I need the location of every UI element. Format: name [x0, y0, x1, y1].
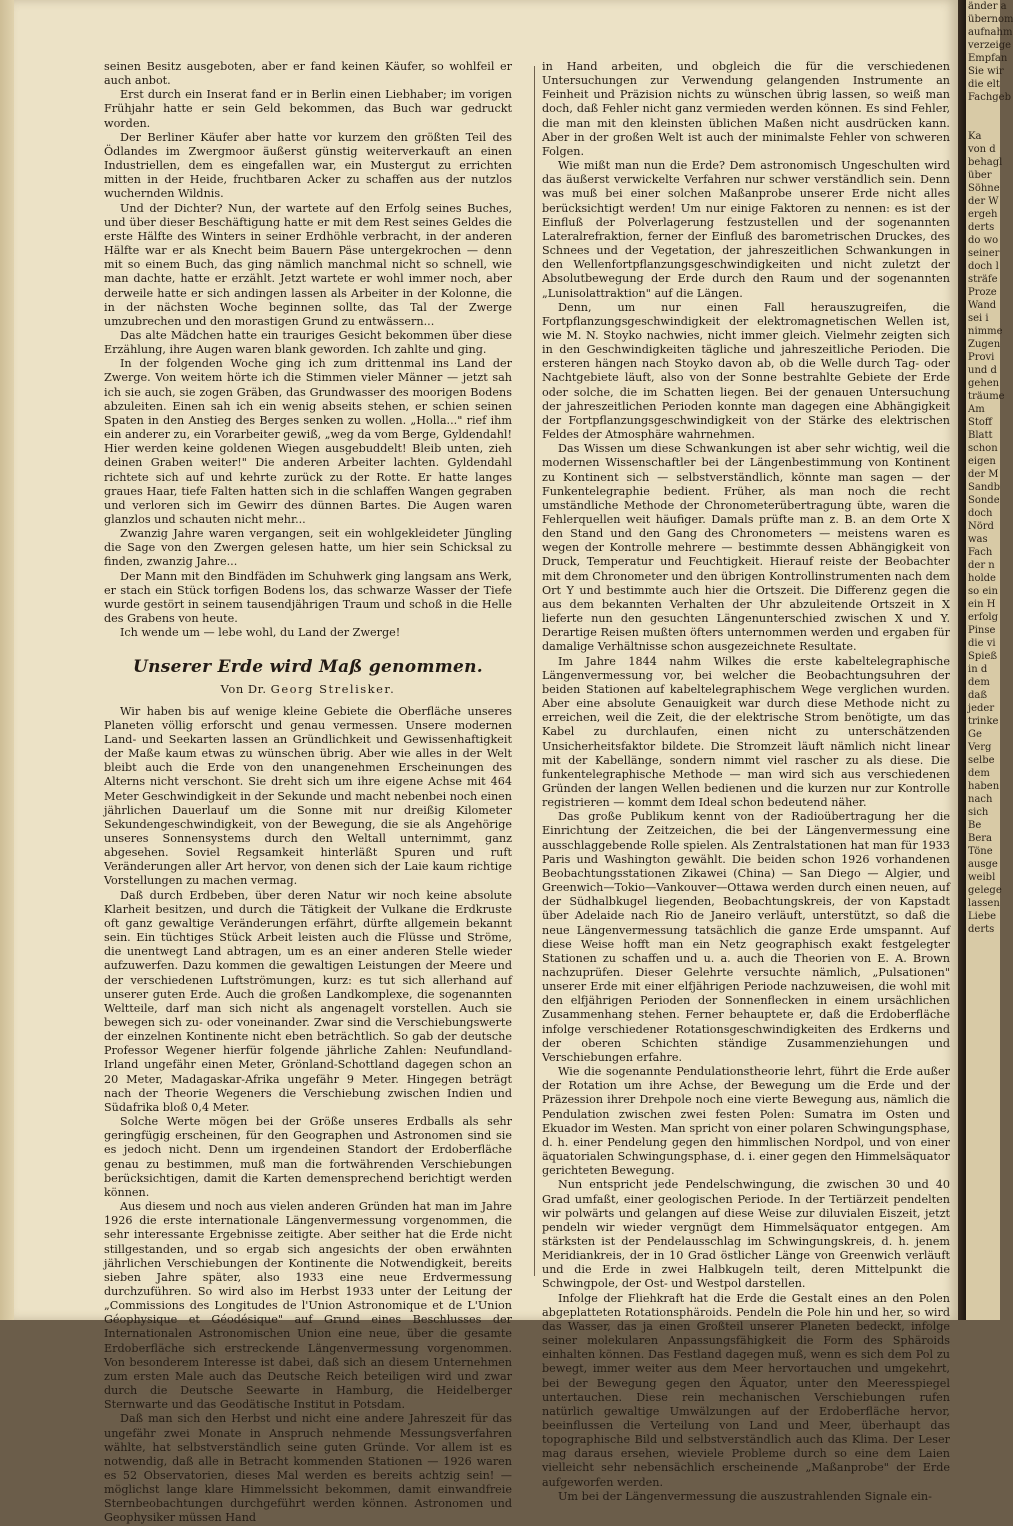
adjacent-page-text: jeder: [968, 703, 995, 714]
adjacent-page-text: Blatt: [968, 430, 993, 441]
adjacent-page-text: Provi: [968, 352, 995, 363]
article-paragraph: Wie die sogenannte Pendulationstheorie lehrt, führt die Erde außer der Rotation um ihre Achse, der Bewegung um die Erde und der Präzession ihrer Drehpole noch eine vierte Bewegung aus, nämlich die Pendulation zwischen zwei festen Polen: Sumatra im Osten und Ekuador im Westen. Man spricht von einer polaren Schwingungsphase, d. h. einer Pendelung gegen den himmlischen Nordpol, und von einer äquatorialen Schwingungsphase, d. i. einer gegen den Himmelsäquator gerichteten Bewegung.: [542, 1065, 950, 1178]
article-title: Unserer Erde wird Maß genommen.: [132, 657, 484, 678]
adjacent-page-text: Proze: [968, 287, 997, 298]
adjacent-page-text: über: [968, 170, 992, 181]
byline-author: Georg Strelisker.: [270, 682, 396, 697]
article-paragraph: in Hand arbeiten, und obgleich die für die verschiedenen Untersuchungen zur Verwendung gelangenden Instrumente an Feinheit und Präzision nichts zu wünschen übrig lassen, so weiß man doch, daß Fehler nicht ganz vermieden werden können. Es sind Fehler, die man mit den kleinsten üblichen Maßen nicht ausdrücken kann. Aber in der großen Welt ist auch der minimalste Fehler von schweren Folgen.: [542, 60, 950, 158]
story-paragraph: seinen Besitz ausgeboten, aber er fand keinen Käufer, so wohlfeil er auch anbot.: [104, 60, 512, 88]
article-byline: [104, 682, 512, 696]
byline-prefix: Von Dr.: [220, 682, 267, 697]
article-paragraph: Wir haben bis auf wenige kleine Gebiete die Oberfläche unseres Planeten völlig erforscht und genau vermessen. Unsere modernen Land- und Seekarten lassen an Gründlichkeit und Gewissenhaftigkeit der Maße kaum etwas zu wünschen übrig. Aber wie alles in der Welt bleibt auch die Erde von den unangenehmen Erscheinungen des Alterns nicht verschont. Sie dreht sich um ihre eigene Achse mit 464 Meter Geschwindigkeit in der Sekunde und macht nebenbei noch einen jährlichen Dauerlauf um die Sonne mit nur dreißig Kilometer Sekundengeschwindigkeit, von der Bewegung, die sie als Angehörige unseres Sonnensystems durch den Weltall unternimmt, ganz abgesehen. Soviel Regsamkeit hinterläßt Spuren und ruft Veränderungen aller Art hervor, von denen sich der Laie kaum richtige Vorstellungen zu machen vermag.: [104, 704, 512, 888]
adjacent-page-text: Pinse: [968, 625, 996, 636]
adjacent-page-text: Ka: [968, 131, 982, 142]
article-paragraph: Im Jahre 1844 nahm Wilkes die erste kabeltelegraphische Längenvermessung vor, bei welcher die Beobachtungsuhren der beiden Stationen auf kabeltelegraphischem Wege verglichen wurden. Aber eine absolute Genauigkeit war durch diese Methode nicht zu erreichen, weil die Zeit, die der elektrische Strom benötigte, um das Kabel zu durchlaufen, einen nicht zu unterschätzenden Unsicherheitsfaktor bildete. Die Stromzeit läuft nämlich nicht linear mit der Kabellänge, sondern nimmt viel rascher zu als diese. Die funkentelegraphische Methode — man wird sich aus verschiedenen Gründen der langen Wellen bedienen und die kurzen nur zur Kontrolle registrieren — kommt dem Ideal schon bedeutend näher.: [542, 654, 950, 810]
adjacent-page-text: sträfe: [968, 274, 998, 285]
adjacent-page-text: und d: [968, 365, 997, 376]
adjacent-page-text: [966, 117, 1000, 130]
article-paragraph: Daß durch Erdbeben, über deren Natur wir noch keine absolute Klarheit besitzen, und durch die Tätigkeit der Vulkane die Erdkruste oft ganz gewaltige Veränderungen erfährt, dürfte allgemein bekannt sein. Ein tüchtiges Stück Arbeit leisten auch die Flüsse und Ströme, die unentwegt Land abtragen, um es an einer anderen Stelle wieder aufzuwerfen. Dazu kommen die gewaltigen Leistungen der Meere und der verschiedenen Luftströmungen, kurz: es tut sich allerhand auf unserer guten Erde. Auch die großen Landkomplexe, die sogenannten Weltteile, darf man sich nicht als angenagelt vorstellen. Auch sie bewegen sich zu- oder voneinander. Zwar sind die Verschiebungswerte der einzelnen Kontinente nicht eben beträchtlich. So gab der deutsche Professor Wegener hierfür folgende jährliche Zahlen: Neufundland-Irland ungefähr einen Meter, Grönland-Schottland dagegen schon an 20 Meter, Madagaskar-Afrika ungefähr 9 Meter. Hingegen beträgt nach der Theorie Wegeners die Verschiebung zwischen Indien und Südafrika bloß 0,4 Meter.: [104, 888, 512, 1114]
article-paragraph: Infolge der Fliehkraft hat die Erde die Gestalt eines an den Polen abgeplatteten Rotationsphäroids. Pendeln die Pole hin und her, so wird das Wasser, das ja einen Großteil unserer Planeten bedeckt, infolge seiner molekularen Anpassungsfähigkeit die Form des Sphäroids einhalten können. Das Festland dagegen muß, wenn es sich dem Pol zu bewegt, immer weiter aus dem Meer hervortauchen und umgekehrt, bei der Bewegung gegen den Äquator, unter den Meeresspiegel untertauchen. Diese rein mechanischen Verschiebungen rufen natürlich gewaltige Umwälzungen auf der Erdoberfläche hervor, beeinflussen die Verteilung von Land und Meer, überhaupt das topographische Bild und selbstverständlich auch das Klima. Der Leser mag daraus ersehen, wieviele Probleme durch so eine dem Laien vielleicht sehr nebensächlich erscheinende „Maßanprobe" der Erde aufgeworfen werden.: [542, 1291, 950, 1489]
adjacent-page-text: der n: [968, 560, 995, 571]
adjacent-page-text: Nörd: [968, 521, 994, 532]
adjacent-page-text: Fach: [968, 547, 993, 558]
adjacent-page-text: gehen: [968, 378, 1000, 389]
adjacent-page-text: Wand: [968, 300, 997, 311]
adjacent-page-text: selbe: [968, 755, 995, 766]
adjacent-page-text: doch: [968, 508, 993, 519]
adjacent-page-text: Sie wir: [968, 66, 1004, 77]
newspaper-page: [14, 0, 958, 1525]
adjacent-page-text: Liebe: [968, 911, 997, 922]
adjacent-page-text: aufnahm: [968, 27, 1013, 38]
adjacent-page-text: Ge: [968, 729, 982, 740]
story-paragraph: Das alte Mädchen hatte ein trauriges Gesicht bekommen über diese Erzählung, ihre Augen waren blank geworden. Ich zahlte und ging.: [104, 328, 512, 357]
article-paragraph: Solche Werte mögen bei der Größe unseres Erdballs als sehr geringfügig erscheinen, für den Geographen und Astronomen sind sie es jedoch nicht. Denn um irgendeinen Standort der Erdoberfläche genau zu bestimmen, muß man die fortwährenden Verschiebungen berücksichtigen, damit die Karten demensprechend berichtigt werden können.: [104, 1115, 512, 1199]
adjacent-page-text: sich: [968, 807, 989, 818]
adjacent-page-text: Sonde: [968, 495, 1000, 506]
adjacent-page-text: Am: [968, 404, 985, 415]
adjacent-page-text: seiner: [968, 248, 1000, 259]
adjacent-page-text: träume: [968, 391, 1005, 402]
adjacent-page-text: Spieß: [968, 651, 998, 662]
adjacent-page-text: Be: [968, 820, 982, 831]
adjacent-page-text: Bera: [968, 833, 993, 844]
adjacent-page-text: was: [968, 534, 988, 545]
book-spine-edge: [0, 0, 14, 1320]
adjacent-page-text: der M: [968, 469, 999, 480]
article-paragraph: Denn, um nur einen Fall herauszugreifen, die Fortpflanzungsgeschwindigkeit der elektromagnetischen Wellen ist, wie M. N. Stoyko nachwies, nicht immer gleich. Vielmehr zeigten sich in den Geschwindigkeiten tägliche und jahreszeitliche Perioden. Die ersteren hängen nach Stoyko davon ab, ob die Welle durch Tag- oder Nachtgebiete läuft, also von der Sonne bestrahlte Gebiete der Erde oder solche, die im Schatten liegen. Bei der genauen Untersuchung der jahreszeitlichen Perioden konnte man dagegen eine Abhängigkeit der Fortpflanzungsgeschwindigkeit von der Stärke des elektrischen Feldes der Atmosphäre wahrnehmen.: [542, 300, 950, 442]
column-divider: [534, 66, 535, 1276]
adjacent-page-text: behagl: [968, 157, 1003, 168]
adjacent-page-text: lassen: [968, 898, 1000, 909]
adjacent-page-text: derts: [968, 222, 995, 233]
adjacent-page-text: der W: [968, 196, 999, 207]
adjacent-page-text: ergeh: [968, 209, 998, 220]
story-paragraph: Und der Dichter? Nun, der wartete auf den Erfolg seines Buches, und über dieser Beschäftigung hatte er mit dem Rest seines Geldes die erste Hälfte des Winters in seiner Erdhöhle verbracht, in der anderen Hälfte war er als Knecht beim Bauern Päse untergekrochen — denn mit so einem Buch, das ging nämlich manchmal nicht so schnell, wie man dachte, hatte er erzählt. Jetzt wartete er wohl immer noch, aber derweile hatte er sich andingen lassen als Arbeiter in der Kolonne, die in der nächsten Woche beginnen sollte, das Tal der Zwerge umzubrechen und den morastigen Grund zu entwässern...: [104, 201, 512, 328]
right-column: [542, 60, 950, 1503]
adjacent-page-text: nimme: [968, 326, 1003, 337]
adjacent-page-text: dem: [968, 677, 990, 688]
adjacent-page-text: weibl: [968, 872, 996, 883]
adjacent-page-text: holde: [968, 573, 996, 584]
adjacent-page-text: erfolg: [968, 612, 999, 623]
book-gutter: [958, 0, 966, 1320]
adjacent-page-text: gelege: [968, 885, 1002, 896]
story-paragraph: In der folgenden Woche ging ich zum drittenmal ins Land der Zwerge. Von weitem hörte ich die Stimmen vieler Männer — jetzt sah ich sie auch, sie zogen Gräben, das Grundwasser des moorigen Bodens abzuleiten. Einen sah ich ein wenig abseits stehen, er schien seinen Spaten in den Anstieg des Berges senken zu wollen. „Holla..." rief ihm ein anderer zu, ein Vorarbeiter gewiß, „weg da vom Berge, Gyldendahl! Hier werden keine goldenen Wiegen ausgebuddelt! Bleib unten, zieh deinen Graben weiter!" Die anderen Arbeiter lachten. Gyldendahl richtete sich auf und kehrte zurück zu der Rotte. Er hatte langes graues Haar, tiefe Falten hatten sich in die schlaffen Wangen gegraben und verloren sich im Gewirr des dünnen Bartes. Die Augen waren glanzlos und schauten nicht mehr...: [104, 357, 512, 526]
adjacent-page-text: derts: [968, 924, 995, 935]
adjacent-page-text: Empfan: [968, 53, 1008, 64]
adjacent-page-text: Fachgeb: [968, 92, 1011, 103]
article-paragraph: Um bei der Längenvermessung die auszustrahlenden Signale ein-: [558, 1489, 932, 1503]
article-body-left: [104, 705, 512, 1526]
adjacent-page-text: daß: [968, 690, 988, 701]
left-column: [104, 60, 512, 1525]
story-paragraph: Der Mann mit den Bindfäden im Schuhwerk ging langsam ans Werk, er stach ein Stück torfigen Bodens los, das schwarze Wasser der Tiefe wurde gestört in seinem tausendjährigen Traum und schoß in die Helle des Grabens von heute.: [104, 569, 512, 626]
article-paragraph: Wie mißt man nun die Erde? Dem astronomisch Ungeschulten wird das äußerst verwickelte Verfahren nur schwer verständlich sein. Denn was muß bei einer solchen Maßanprobe unserer Erde nicht alles berücksichtigt werden! Um nur einige Faktoren zu nennen: es ist der Einfluß der Polverlagerung festzustellen und der sogenannten Lateralrefraktion, ferner der Einfluß des barometrischen Druckes, des Schnees und der Vegetation, der jahreszeitlichen Schwankungen in den Wellenfortpflanzungsgeschwindigkeiten und nicht zuletzt der Absolutbewegung der Erde durch den Raum und der sogenannten „Lunisolattraktion" auf die Längen.: [542, 159, 950, 300]
story-continuation: [104, 60, 512, 640]
story-paragraph: Zwanzig Jahre waren vergangen, seit ein wohlgekleideter Jüngling die Sage von den Zwergen gelesen hatte, um hier sein Schicksal zu finden, zwanzig Jahre...: [104, 527, 512, 569]
adjacent-page-text: verzeige: [968, 40, 1012, 51]
adjacent-page-text: schon: [968, 443, 998, 454]
adjacent-page-text: in d: [968, 664, 988, 675]
adjacent-page-text: die elt: [968, 79, 1000, 90]
story-closing-line: Ich wende um — lebe wohl, du Land der Zwerge!: [120, 626, 401, 640]
adjacent-page-text: Söhne: [968, 183, 1000, 194]
adjacent-page-text: do wo: [968, 235, 999, 246]
adjacent-page-text: von d: [968, 144, 996, 155]
adjacent-page-text: haben: [968, 781, 1000, 792]
adjacent-page-text: Töne: [968, 846, 993, 857]
article-paragraph: Daß man sich den Herbst und nicht eine andere Jahreszeit für das ungefähr zwei Monate in Anspruch nehmende Messungsverfahren wählte, hat selbstverständlich seine guten Gründe. Vor allem ist es notwendig, daß alle in Betracht kommenden Stationen — 1926 waren es 52 Observatorien, dieses Mal werden es bereits achtzig sein! — möglichst lange klare Himmelssicht bekommen, damit einwandfreie Sternbeobachtungen durchgeführt werden können. Astronomen und Geophysiker müssen Hand: [104, 1412, 512, 1525]
adjacent-page-text: dem: [968, 768, 990, 779]
adjacent-page-text: doch l: [968, 261, 999, 272]
adjacent-page-text: ausge: [968, 859, 998, 870]
article-paragraph: Das große Publikum kennt von der Radioübertragung her die Einrichtung der Zeitzeichen, die bei der Längenvermessung eine ausschlaggebende Rolle spielen. Als Zentralstationen hat man für 1933 Paris und Washington gewählt. Die beiden schon 1926 vorhandenen Beobachtungsstationen Zikawei (China) — San Diego — Algier, und Greenwich—Tokio—Vankouver—Ottawa werden durch einen neuen, auf der Südhalbkugel liegenden, Beobachtungskreis, der von Kapstadt über Adelaide nach Rio de Janeiro verläuft, unterstützt, so daß die neue Längenvermessung tatsächlich die ganze Erde umspannt. Auf diese Weise hofft man ein Netz geographisch exakt festgelegter Stationen zu schaffen und u. a. auch die Theorien von E. A. Brown nachzuprüfen. Dieser Gelehrte versuchte nämlich, „Pulsationen" unserer Erde mit einer elfjährigen Periode nachzuweisen, die wohl mit den elfjährigen Perioden der Sonnenflecken in einem ursächlichen Zusammenhang stehen. Ferner behauptete er, daß die Erdoberfläche infolge verschiedener Rotationsgeschwindigkeiten des Erdkerns und der oberen Schichten ständige Zusammenziehungen und Verschiebungen erfahre.: [542, 810, 950, 1064]
adjacent-page-text: die vi: [968, 638, 996, 649]
article-paragraph: Aus diesem und noch aus vielen anderen Gründen hat man im Jahre 1926 die erste internationale Längenvermessung vorgenommen, die sehr interessante Ergebnisse zeitigte. Aber seither hat die Erde nicht stillgestanden, und so ergab sich angesichts der oben erwähnten jährlichen Verschiebungen der Kontinente die Notwendigkeit, bereits sieben Jahre später, also 1933 eine neue Erdvermessung durchzuführen. So wird also im Herbst 1933 unter der Leitung der „Commissions des Longitudes de l'Union Astronomique et de L'Union Géophysique et Géodésique" auf Grund eines Beschlusses der Internationalen Astronomischen Union eine neue, über die gesamte Erdoberfläche sich erstreckende Längenvermessung vorgenommen. Von besonderem Interesse ist dabei, daß sich an diesem Unternehmen zum ersten Male auch das Deutsche Reich beteiligen wird und zwar durch die Deutsche Seewarte in Hamburg, die Heidelberger Sternwarte und das Geodätische Institut in Potsdam.: [104, 1200, 512, 1412]
adjacent-page-text: eigen: [968, 456, 996, 467]
adjacent-page-text: sei i: [968, 313, 989, 324]
adjacent-page-text: [966, 104, 1000, 117]
adjacent-page-text: Zugen: [968, 339, 1001, 350]
adjacent-page-text: nach: [968, 794, 993, 805]
adjacent-page-text: ein H: [968, 599, 996, 610]
adjacent-page-text: Sandb: [968, 482, 1001, 493]
adjacent-page-text: Stoff: [968, 417, 992, 428]
adjacent-page-text: änder a: [968, 1, 1007, 12]
adjacent-page-fragment: [966, 0, 1013, 1320]
adjacent-page-text: übernom: [968, 14, 1013, 25]
story-paragraph: Der Berliner Käufer aber hatte vor kurzem den größten Teil des Ödlandes im Zwergmoor äußerst günstig weiterverkauft an einen Industriellen, dem es eingefallen war, ein Mustergut zu errichten mitten in der Heide, fruchtbaren Acker zu schaffen aus der nutzlos wuchernden Wildnis.: [104, 130, 512, 201]
adjacent-page-text: so ein: [968, 586, 998, 597]
adjacent-page-text: trinke: [968, 716, 999, 727]
article-paragraph: Nun entspricht jede Pendelschwingung, die zwischen 30 und 40 Grad umfaßt, einer geologischen Periode. In der Tertiärzeit pendelten wir polwärts und gelangen auf diese Weise zur diluvialen Eiszeit, jetzt pendeln wir wieder vergnügt dem Himmelsäquator entgegen. Am stärksten ist der Pendelausschlag im Schwingungskreis, d. h. jenem Meridiankreis, der in 10 Grad östlicher Länge von Greenwich verläuft und die Erde in zwei Halbkugeln teilt, deren Mittelpunkt die Schwingpole, der Ost- und Westpol darstellen.: [542, 1178, 950, 1291]
article-paragraph: Das Wissen um diese Schwankungen ist aber sehr wichtig, weil die modernen Wissenschaftler bei der Längenbestimmung von Kontinent zu Kontinent sich — selbstverständlich, könnte man sagen — der Funkentelegraphie bedient. Früher, als man noch die recht umständliche Methode der Chronometerübertragung übte, waren die Fehlerquellen weit häufiger. Damals prüfte man z. B. an dem Orte X den Stand und den Gang des Chronometers — meistens waren es wegen der Kontrolle mehrere — bestimmte dessen Abhängigkeit von Druck, Temperatur und Feuchtigkeit. Hierauf reiste der Beobachter mit dem Chronometer und den übrigen Kontrollinstrumenten nach dem Ort Y und bestimmte auch hier die Ortszeit. Die Differenz gegen die aus dem bekannten Verhalten der Uhr abzuleitende Ortszeit in X lieferte nun den gesuchten Längenunterschied zwischen X und Y. Derartige Reisen mußten öfters unternommen werden und ergaben für damalige Verhältnisse schon ausgezeichnete Resultate.: [542, 442, 950, 654]
story-paragraph: Erst durch ein Inserat fand er in Berlin einen Liebhaber; im vorigen Frühjahr hatte er sein Geld bekommen, das Buch war gedruckt worden.: [104, 88, 512, 130]
adjacent-page-text: Verg: [968, 742, 992, 753]
